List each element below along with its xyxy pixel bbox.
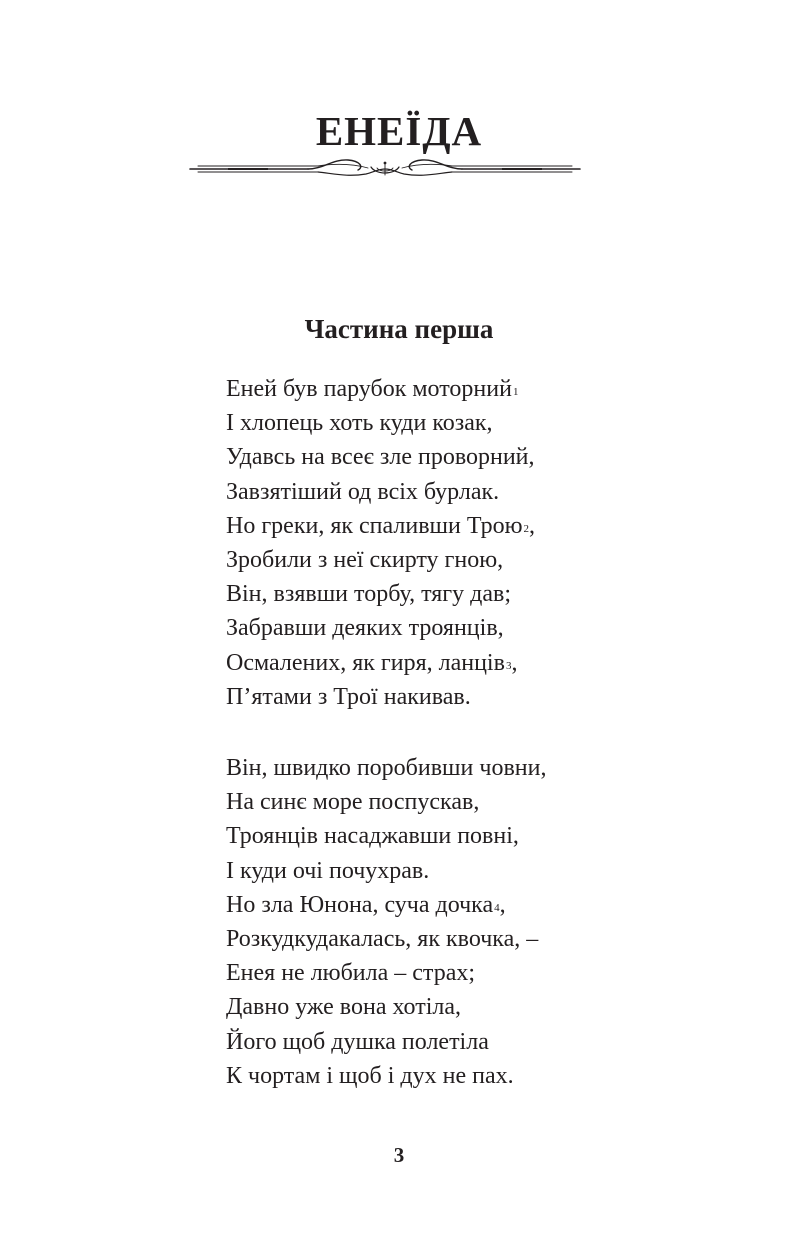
- footnote-marker[interactable]: 4: [494, 901, 500, 914]
- part-title: Частина перша: [304, 314, 494, 344]
- verse-line: Еней був парубок моторний$^1$: [226, 376, 519, 402]
- verse-line: Но зла Юнона, суча дочка$^4$,: [226, 891, 506, 918]
- verse-line: Енея не любила – страх;: [226, 960, 476, 987]
- verse-line: Забравши деяких троянців,: [226, 615, 504, 642]
- verse-line: К чортам і щоб і дух не пах.: [226, 1062, 514, 1089]
- verse-line: На синє море поспускав,: [226, 789, 480, 816]
- footnote-marker[interactable]: 3: [505, 659, 512, 672]
- verse-line: П’ятами з Трої накивав.: [226, 683, 471, 710]
- verse-line: Но греки, як спаливши Трою$^2$,: [226, 512, 536, 539]
- stanza-2: [226, 751, 546, 1093]
- footnote-marker[interactable]: 2: [523, 522, 530, 535]
- decorative-divider-icon: [188, 155, 582, 183]
- verse-line: І куди очі почухрав.: [226, 857, 430, 884]
- verse-line: Завзятіший од всіх бурлак.: [226, 478, 500, 505]
- verse-line: Зробили з неї скирту гною,: [226, 547, 504, 574]
- book-title: ЕНЕЇДА: [315, 108, 483, 154]
- verse-line: Троянців насаджавши повні,: [226, 823, 519, 850]
- verse-line: Давно уже вона хотіла,: [226, 994, 462, 1021]
- verse-line: І хлопець хоть куди козак,: [226, 410, 493, 437]
- verse-line: Його щоб душка полетіла: [226, 1028, 489, 1055]
- verse-line: Він, швидко поробивши човни,: [226, 755, 547, 781]
- verse-line: Розкудкудакалась, як квочка, –: [226, 926, 539, 953]
- verse-line: Удавсь на всеє зле проворний,: [226, 444, 535, 471]
- stanza-1: [226, 372, 535, 714]
- verse-line: Осмалених, як гиря, ланців$^3$,: [226, 649, 518, 676]
- footnote-marker[interactable]: 1: [512, 386, 519, 398]
- page-number: 3: [393, 1143, 405, 1167]
- verse-line: Він, взявши торбу, тягу дав;: [226, 581, 512, 608]
